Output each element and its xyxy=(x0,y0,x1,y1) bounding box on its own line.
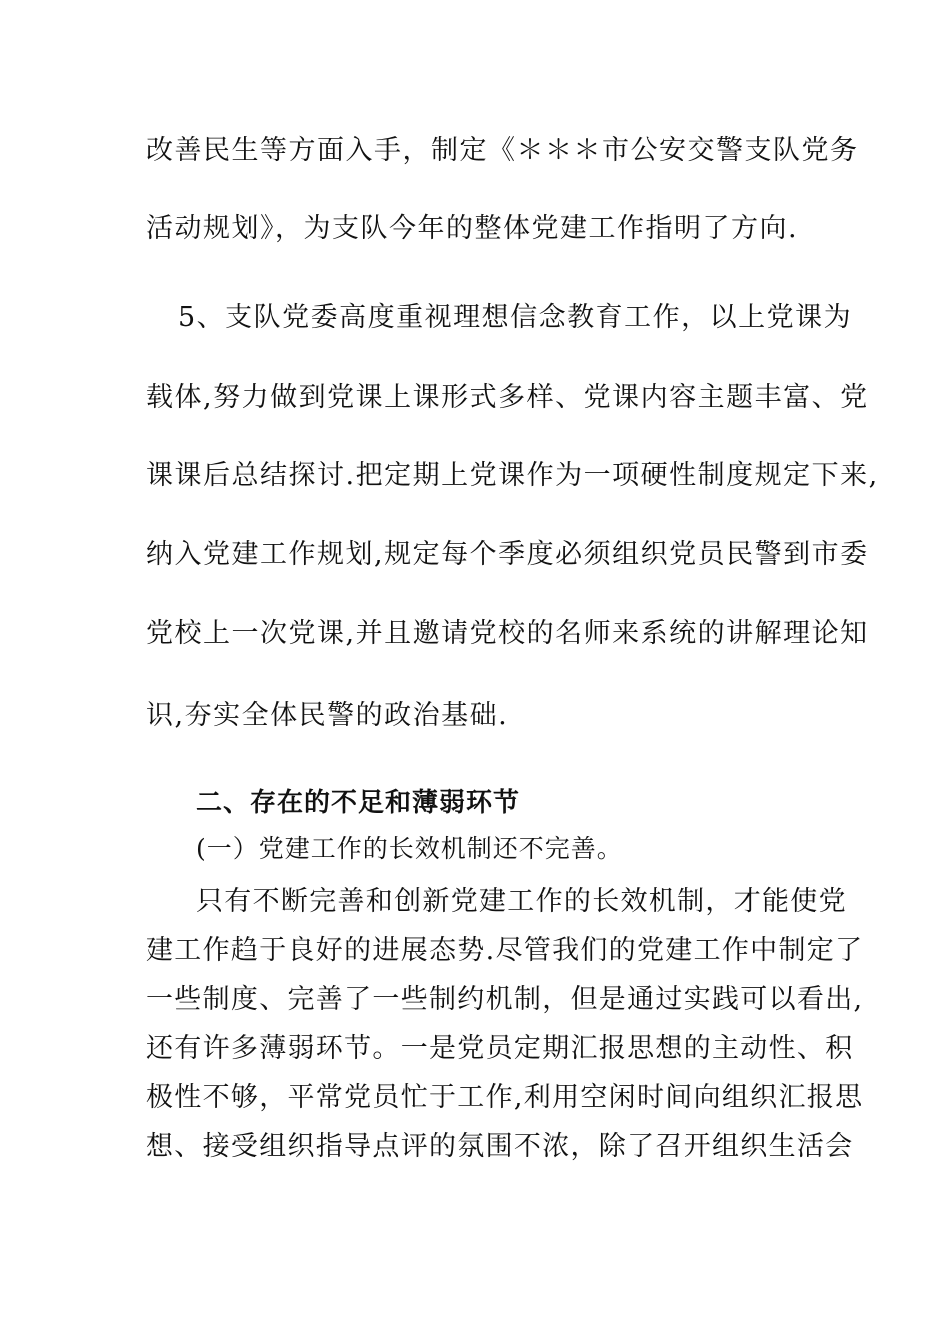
paragraph-line: 还有许多薄弱环节。一是党员定期汇报思想的主动性、积 xyxy=(146,1033,854,1064)
paragraph-line: 改善民生等方面入手，制定《＊＊＊市公安交警支队党务 xyxy=(146,135,859,166)
paragraph-line: 建工作趋于良好的进展态势.尽管我们的党建工作中制定了 xyxy=(146,935,864,966)
paragraph-line: 一些制度、完善了一些制约机制，但是通过实践可以看出, xyxy=(146,984,864,1015)
paragraph-line: 极性不够，平常党员忙于工作,利用空闲时间向组织汇报思 xyxy=(146,1082,864,1113)
paragraph-line: 想、接受组织指导点评的氛围不浓，除了召开组织生活会 xyxy=(146,1131,854,1162)
paragraph-line: 党校上一次党课,并且邀请党校的名师来系统的讲解理论知 xyxy=(146,618,869,649)
paragraph-line: 只有不断完善和创新党建工作的长效机制，才能使党 xyxy=(196,886,847,917)
paragraph-line: 纳入党建工作规划,规定每个季度必须组织党员民警到市委 xyxy=(146,539,869,570)
paragraph-line: 载体,努力做到党课上课形式多样、党课内容主题丰富、党 xyxy=(146,382,869,413)
paragraph-line: 5、支队党委高度重视理想信念教育工作，以上党课为 xyxy=(178,302,853,333)
paragraph-line: 活动规划》，为支队今年的整体党建工作指明了方向. xyxy=(146,213,799,244)
paragraph-line: 课课后总结探讨.把定期上党课作为一项硬性制度规定下来, xyxy=(146,460,879,491)
section-heading: 二、存在的不足和薄弱环节 xyxy=(196,788,521,818)
paragraph-line: 识,夯实全体民警的政治基础. xyxy=(146,700,509,731)
subsection-heading: (一）党建工作的长效机制还不完善。 xyxy=(196,834,623,863)
